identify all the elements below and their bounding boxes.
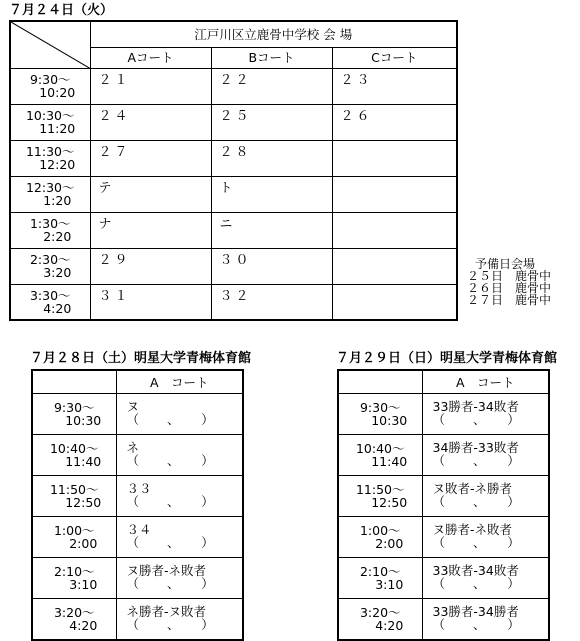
day2-schedule-table [31,369,244,641]
schedule-row [10,176,457,212]
court-c-game-cell [332,212,457,248]
match-label: ３４ [126,522,152,537]
time-slot-cell [338,476,422,517]
match-label: ネ [126,440,140,455]
match-cell [116,558,243,599]
court-a-header: A コート [116,370,243,394]
match-cell [422,435,549,476]
schedule-row [338,476,549,517]
schedule-row [10,68,457,104]
reserve-line: ２５日 鹿骨中 [467,269,552,283]
court-c-game-cell [332,140,457,176]
time-slot-cell [338,435,422,476]
team-brackets: （ 、 ） [126,617,215,632]
schedule-row [10,284,457,320]
time-slot-cell [10,104,90,140]
schedule-row [338,435,549,476]
match-cell [422,517,549,558]
time-start: 10:40～ [49,441,99,456]
time-start: 10:40～ [355,441,405,456]
time-end: 11:40 [371,454,408,469]
schedule-row [338,558,549,599]
time-end: 10:20 [39,85,76,100]
court-b-game-cell: ト [211,176,332,212]
court-a-game-cell: ２１ [90,68,211,104]
match-label: 33勝者-34敗者 [432,399,519,414]
time-end: 4:20 [69,618,98,633]
reserve-title: 予備日会場 [475,257,536,271]
schedule-row [32,394,243,435]
time-end: 10:30 [371,413,408,428]
time-end: 4:20 [43,300,72,316]
time-slot-cell [10,248,90,284]
match-label: 34勝者-33敗者 [432,440,519,455]
day1-schedule-table [9,20,458,321]
time-slot-cell [10,212,90,248]
time-start: 3:30～ [29,287,71,303]
court-b-game-cell: ２５ [211,104,332,140]
schedule-row [10,248,457,284]
court-c-game-cell [332,284,457,320]
time-slot-cell [32,599,116,641]
court-b-game-cell: ２２ [211,68,332,104]
time-start: 3:20～ [359,605,401,620]
reserve-days-note [467,258,551,306]
court-a-game-cell: ２９ [90,248,211,284]
schedule-row [32,517,243,558]
court-c-game-cell [332,248,457,284]
schedule-row [338,599,549,641]
diagonal-line [11,22,91,69]
team-brackets: （ 、 ） [432,535,521,550]
court-a-game-cell: ナ [90,212,211,248]
court-c-game-cell: ２３ [332,68,457,104]
time-slot-cell [10,284,90,320]
time-end: 2:20 [43,229,72,244]
court-a-game-cell: ３１ [90,284,211,320]
court-b-game-cell: ２８ [211,140,332,176]
reserve-line: ２６日 鹿骨中 [467,281,552,295]
match-cell [422,476,549,517]
schedule-row [10,140,457,176]
schedule-row [10,212,457,248]
team-brackets: （ 、 ） [432,494,521,509]
day3-title: ７月２９日（日）明星大学青梅体育館 [336,351,558,366]
time-end: 4:20 [375,618,404,633]
court-a-game-cell: ２７ [90,140,211,176]
court-c-game-cell: ２６ [332,104,457,140]
court-a-header: A コート [422,370,549,394]
day2-title: ７月２８日（土）明星大学青梅体育館 [30,351,252,366]
time-start: 9:30～ [29,72,71,87]
time-end: 10:30 [65,413,102,428]
time-slot-cell [10,140,90,176]
day1-title: ７月２４日（火） [9,3,114,18]
time-end: 12:50 [65,495,102,510]
time-start: 1:00～ [53,523,95,538]
time-slot-cell [32,558,116,599]
match-cell [116,394,243,435]
time-start: 1:30～ [29,216,71,231]
time-slot-cell [10,176,90,212]
time-end: 3:10 [69,577,98,592]
corner-diagonal-cell [10,21,90,68]
time-end: 12:50 [371,495,408,510]
time-slot-cell [338,517,422,558]
court-c-game-cell [332,176,457,212]
time-slot-cell [338,394,422,435]
court-b-game-cell: ３０ [211,248,332,284]
court-b-game-cell: ３２ [211,284,332,320]
time-end: 3:20 [43,265,72,280]
match-cell [116,435,243,476]
schedule-row [32,435,243,476]
time-slot-cell [32,435,116,476]
match-label: 33敗者-34敗者 [432,563,519,578]
time-slot-cell [338,599,422,641]
time-slot-cell [32,394,116,435]
match-label: ３３ [126,481,152,496]
team-brackets: （ 、 ） [432,576,521,591]
time-end: 11:20 [39,121,76,136]
match-cell [116,599,243,641]
court-a-game-cell: ２４ [90,104,211,140]
court-c-header: Cコート [332,47,457,68]
time-start: 1:00～ [359,523,401,538]
time-start: 11:30～ [25,144,75,159]
match-cell [422,394,549,435]
team-brackets: （ 、 ） [432,453,521,468]
team-brackets: （ 、 ） [432,617,521,632]
schedule-row [338,394,549,435]
time-end: 2:00 [69,536,98,551]
schedule-row [338,517,549,558]
team-brackets: （ 、 ） [126,494,215,509]
match-cell [116,476,243,517]
time-start: 2:30～ [29,252,71,267]
schedule-row [32,476,243,517]
match-cell [422,558,549,599]
match-cell [422,599,549,641]
team-brackets: （ 、 ） [126,453,215,468]
match-label: 33勝者-34勝者 [432,604,519,619]
time-slot-cell [32,476,116,517]
team-brackets: （ 、 ） [432,412,521,427]
court-b-header: Bコート [211,47,332,68]
time-slot-cell [32,517,116,558]
time-start: 9:30～ [53,400,95,415]
schedule-row [32,599,243,641]
match-cell [116,517,243,558]
time-end: 11:40 [65,454,102,469]
time-start: 3:20～ [53,605,95,620]
time-start: 11:50～ [49,482,99,497]
reserve-line: ２７日 鹿骨中 [467,293,552,307]
court-a-header: Aコート [90,47,211,68]
time-start: 10:30～ [25,108,75,123]
empty-corner-cell [338,370,422,394]
team-brackets: （ 、 ） [126,535,215,550]
time-start: 12:30～ [25,180,75,195]
match-label: ヌ勝者-ネ敗者 [126,563,207,578]
court-b-game-cell: ニ [211,212,332,248]
match-label: ヌ [126,399,140,414]
time-slot-cell [338,558,422,599]
day3-schedule-table [337,369,550,641]
team-brackets: （ 、 ） [126,576,215,591]
time-end: 2:00 [375,536,404,551]
time-end: 12:20 [39,157,76,172]
time-start: 2:10～ [53,564,95,579]
match-label: ネ勝者-ヌ敗者 [126,604,207,619]
venue-header: 江戸川区立鹿骨中学校 会 場 [90,21,457,47]
time-start: 11:50～ [355,482,405,497]
schedule-row [10,104,457,140]
match-label: ヌ勝者-ネ敗者 [432,522,513,537]
time-start: 2:10～ [359,564,401,579]
team-brackets: （ 、 ） [126,412,215,427]
time-end: 1:20 [43,193,72,208]
time-slot-cell [10,68,90,104]
time-start: 9:30～ [359,400,401,415]
empty-corner-cell [32,370,116,394]
court-a-game-cell: テ [90,176,211,212]
match-label: ヌ敗者-ネ勝者 [432,481,513,496]
time-end: 3:10 [375,577,404,592]
schedule-row [32,558,243,599]
